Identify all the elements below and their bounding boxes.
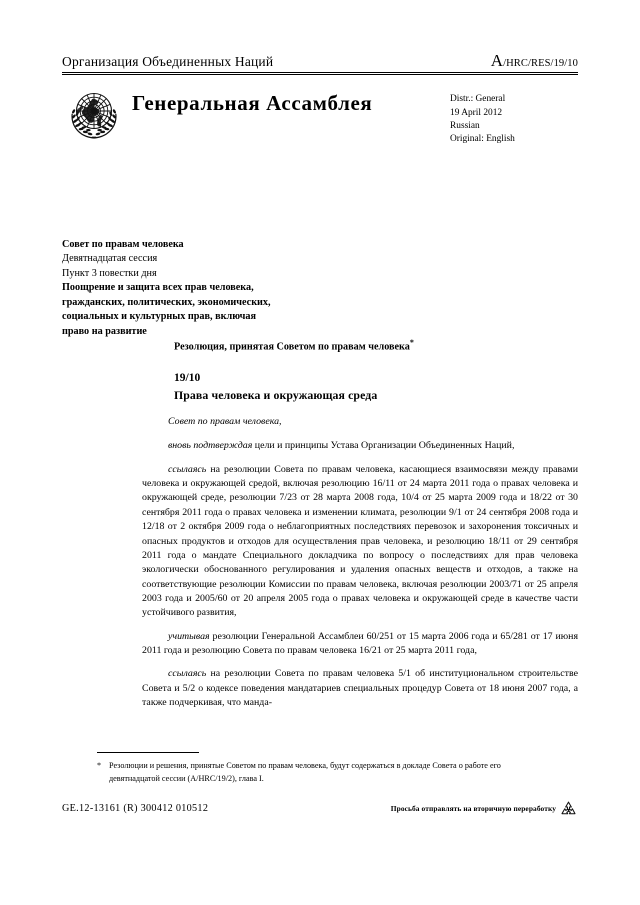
document-symbol-rest: /HRC/RES/19/10 <box>503 58 578 69</box>
footnote-text: Резолюции и решения, принятые Советом по правам человека, будут содержаться в докладе Совета о работе его девятнадцатой сессии (A/HRC/19/2), глава I. <box>109 761 501 783</box>
session-number: Девятнадцатая сессия <box>62 253 158 265</box>
recycle-icon <box>559 800 578 817</box>
footnote <box>97 760 517 785</box>
resolution-number: 19/10 <box>174 372 201 384</box>
resolution-adopted-text: Резолюция, принятая Советом по правам человека <box>174 341 410 353</box>
masthead-body-row <box>62 84 578 146</box>
agenda-title-line-3: социальных и культурных прав, включая <box>62 311 256 323</box>
recycle-text: Просьба отправлять на вторичную переработку <box>390 804 556 813</box>
agenda-title-line-1: Поощрение и защита всех прав человека, <box>62 282 254 294</box>
paragraph-1-text: цели и принципы Устава Организации Объединенных Наций, <box>252 440 515 452</box>
masthead-rule-thick <box>62 72 578 73</box>
footnote-separator <box>97 752 199 753</box>
masthead-rule-thin <box>62 74 578 75</box>
agenda-title-line-2: гражданских, политических, экономических, <box>62 296 271 308</box>
paragraph-2-opening: ссылаясь <box>168 463 207 475</box>
distribution-original: Original: English <box>450 134 515 145</box>
recycle-notice <box>391 800 578 817</box>
distribution-type: Distr.: General <box>450 94 506 105</box>
session-block <box>62 238 482 339</box>
agenda-item: Пункт 3 повестки дня <box>62 267 157 279</box>
body-paragraph-2 <box>142 463 578 621</box>
masthead <box>62 52 578 147</box>
body-paragraph-3 <box>142 630 578 659</box>
distribution-block <box>450 84 578 146</box>
resolution-title: Права человека и окружающая среда <box>174 388 378 402</box>
masthead-top-row <box>62 52 578 72</box>
un-emblem-icon <box>62 86 126 142</box>
paragraph-4-text: на резолюции Совета по правам человека 5/1 об институциональном строительстве Совета и 5/2 о кодексе поведения мандатариев специальных процедур Совета от 18 июня 2007 года, а также подчеркивая, что манда- <box>142 668 578 709</box>
distribution-date: 19 April 2012 <box>450 107 503 118</box>
resolution-body <box>142 415 578 719</box>
footnote-reference-marker: * <box>409 338 414 347</box>
paragraph-3-opening: учитывая <box>168 630 210 642</box>
page-footer <box>62 800 578 817</box>
document-symbol-prefix: A <box>490 51 504 70</box>
body-paragraph-4 <box>142 667 578 710</box>
footnote-marker: * <box>97 761 102 770</box>
resolution-adopted-line <box>174 338 414 352</box>
paragraph-4-opening: ссылаясь <box>168 668 207 680</box>
paragraph-2-text: на резолюции Совета по правам человека, касающиеся взаимосвязи между правами человека и окружающей средой, включая резолюцию 16/11 от 24 марта 2011 года о правах человека и окружающей среде, резолюции 7/23 от 28 марта 2008 года, 10/4 от 25 марта 2009 года и 18/22 от 30 сентября 2011 года о правах человека и изменении климата, резолюции 9/1 от 24 сентября 2008 года и 12/18 от 2 октября 2009 года о неблагоприятных последствиях перевозок и захоронения токсичных и опасных продуктов и отходов для осуществления прав человека, и резолюцию 18/11 от 29 сентября 2011 года о мандате Специального докладчика по вопросу о последствиях для прав человека экологически обоснованного регулирования и удаления опасных веществ и отходов, а также на соответствующие резолюции Комиссии по правам человека, включая резолюции 2003/71 от 25 апреля 2003 года и 2005/60 от 20 апреля 2005 года о правах человека и окружающей среде в качестве части устойчивого развития, <box>142 463 578 619</box>
body-lead-line: Совет по правам человека, <box>168 416 282 427</box>
paragraph-3-text: резолюции Генеральной Ассамблеи 60/251 от 15 марта 2006 года и 65/281 от 17 июня 2011 года и резолюцию Совета по правам человека 16/21 от 25 марта 2011 года, <box>142 630 578 657</box>
paragraph-1-opening: вновь подтверждая <box>168 440 253 452</box>
job-number: GE.12-13161 (R) 300412 010512 <box>62 803 209 814</box>
distribution-language: Russian <box>450 120 480 131</box>
agenda-title-line-4: право на развитие <box>62 325 147 337</box>
general-assembly-title: Генеральная Ассамблея <box>132 91 373 116</box>
document-symbol <box>491 52 578 69</box>
organization-name: Организация Объединенных Наций <box>62 54 274 69</box>
body-paragraph-1 <box>142 439 578 453</box>
council-name: Совет по правам человека <box>62 239 184 250</box>
